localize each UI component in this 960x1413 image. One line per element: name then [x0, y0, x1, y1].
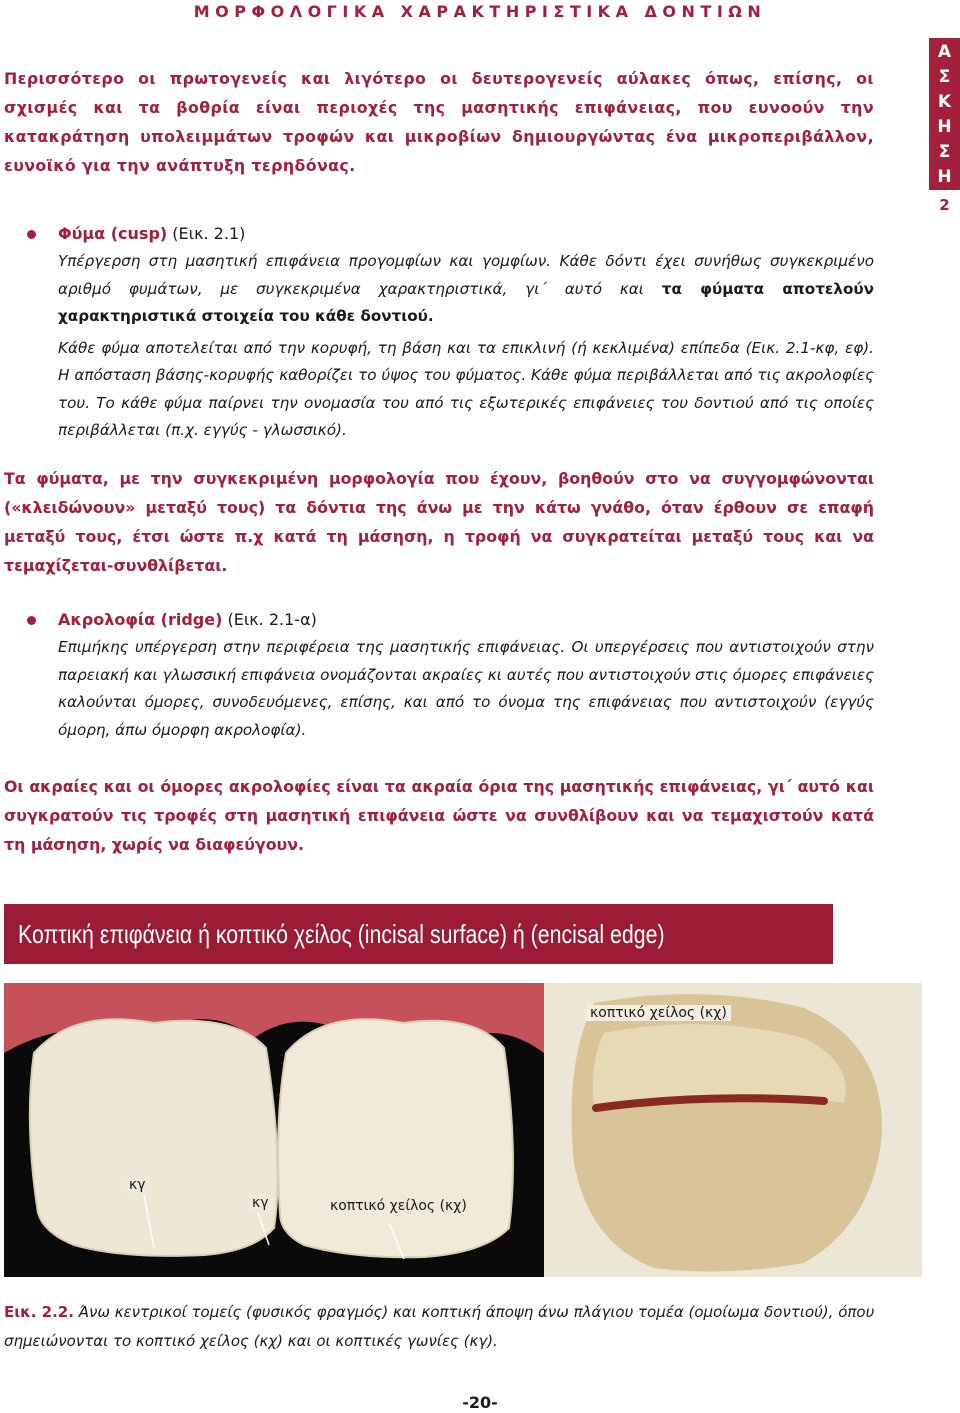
label-edge-right: κοπτικό χείλος (κχ) — [586, 1005, 731, 1021]
cusp-term-line — [58, 220, 245, 248]
figure-caption — [4, 1298, 884, 1356]
cusp-definition: Υπέργερση στη μασητική επιφάνεια προγομφίων και γομφίων. — [58, 252, 552, 270]
teeth-illustration — [4, 983, 922, 1277]
ridge-term: Ακρολοφία (ridge) — [58, 610, 223, 629]
tab-letter: Σ — [938, 142, 951, 162]
tab-letter: Α — [937, 42, 952, 62]
cusp-body — [58, 248, 874, 445]
running-header: ΜΟΡΦΟΛΟΓΙΚΑ ΧΑΡΑΚΤΗΡΙΣΤΙΚΑ ΔΟΝΤΙΩΝ — [193, 2, 767, 21]
intro-paragraph: Περισσότερο οι πρωτογενείς και λιγότερο οι δευτερογενείς αύλακες όπως, επίσης, οι σχισμές και τα βοθρία είναι περιοχές της μασητικής επιφάνειας, που ευνοούν την κατακράτηση υπολειμμάτων τροφών και μικροβίων δημιουργώντας ένα μικροπεριβάλλον, ευνοϊκό για την ανάπτυξη τερηδόνας. — [4, 69, 874, 175]
caption-text: Άνω κεντρικοί τομείς (φυσικός φραγμός) και κοπτική άποψη άνω πλάγιου τομέα (ομοίωμα δοντιού), όπου σημειώνονται το κοπτικό χείλος (κχ) και οι κοπτικές γωνίες (κγ). — [4, 1303, 875, 1350]
ridge-summary: Οι ακραίες και οι όμορες ακρολοφίες είναι τα ακραία όρια της μασητικής επιφάνειας, γι΄ αυτό και συγκρατούν τις τροφές στη μασητική επιφάνεια ώστε να συνθλίβουν και να τεμαχιστούν κατά τη μάσηση, χωρίς να διαφεύγουν. — [4, 777, 874, 854]
tab-letter: Η — [937, 117, 952, 137]
figure-photo — [4, 983, 922, 1277]
cusp-text-a: Κάθε δόντι έχει συνήθως συγκεκριμένο αριθμό φυμάτων, με συγκεκριμένα χαρακτηριστικά, γι΄ αυτό και — [58, 252, 874, 298]
label-ky-left: κγ — [125, 1177, 150, 1193]
page-number: -20- — [462, 1393, 498, 1412]
section-banner-title: Κοπτική επιφάνεια ή κοπτικό χείλος (incisal surface) ή (encisal edge) — [18, 918, 665, 949]
right-incisor — [278, 1019, 513, 1257]
section-banner — [4, 904, 833, 964]
cusp-text-b: Κάθε φύμα αποτελείται από την κορυφή, τη βάση και τα επικλινή (ή κεκλιμένα) επίπεδα (Εικ. 2.1-κφ, εφ). Η απόσταση βάσης-κορυφής καθορίζει το ύψος του φύματος. Κάθε φύμα περιβάλλεται από τις ακρολοφίες του. Το κάθε φύμα παίρνει την ονομασία του από τις εξωτερικές επιφάνειες του δοντιού από τις οποίες περιβάλλεται (π.χ. εγγύς - γλωσσικό). — [58, 338, 874, 439]
tab-letter: Η — [937, 167, 952, 187]
chapter-number-badge: 2 — [933, 196, 957, 214]
tab-letter: Σ — [938, 67, 951, 87]
caption-figure-number: Εικ. 2.2. — [4, 1303, 74, 1321]
left-incisor — [30, 1019, 278, 1256]
chapter-tab — [929, 38, 960, 214]
bullet-icon — [27, 616, 36, 625]
cusp-term: Φύμα (cusp) — [58, 224, 168, 243]
tab-letter: Κ — [937, 92, 952, 112]
ridge-body: Επιμήκης υπέργερση στην περιφέρεια της μασητικής επιφάνειας. Οι υπεργέρσεις που αντιστοιχούν στην παρειακή και γλωσσική επιφάνεια ονομάζονται ακραίες κι αυτές που αντιστοιχούν στις όμορες επιφάνειες καλούνται όμορες, συνοδευόμενες, επίσης, και από το όνομα της επιφάνειας που αντιστοιχούν (εγγύς όμορη, άπω όμορφη ακρολοφία). — [58, 638, 874, 739]
ridge-term-line — [58, 606, 317, 634]
cusp-summary: Τα φύματα, με την συγκεκριμένη μορφολογία που έχουν, βοηθούν στο να συγγομφώνονται («κλειδώνουν» μεταξύ τους) τα δόντια της άνω με την κάτω γνάθο, όταν έρθουν σε επαφή μεταξύ τους, έτσι ώστε π.χ κατά τη μάσηση, η τροφή να συγκρατείται μεταξύ τους και να τεμαχίζεται-συνθλίβεται. — [4, 469, 874, 575]
cusp-text-bold: τα φύματα αποτελούν χαρακτηριστικά στοιχεία του κάθε δοντιού. — [58, 279, 874, 325]
label-ky-right: κγ — [248, 1195, 273, 1211]
bullet-icon — [27, 230, 36, 239]
ridge-ref: (Εικ. 2.1-α) — [222, 610, 317, 629]
label-edge-left: κοπτικό χείλος (κχ) — [326, 1198, 471, 1214]
cusp-ref: (Εικ. 2.1) — [167, 224, 246, 243]
